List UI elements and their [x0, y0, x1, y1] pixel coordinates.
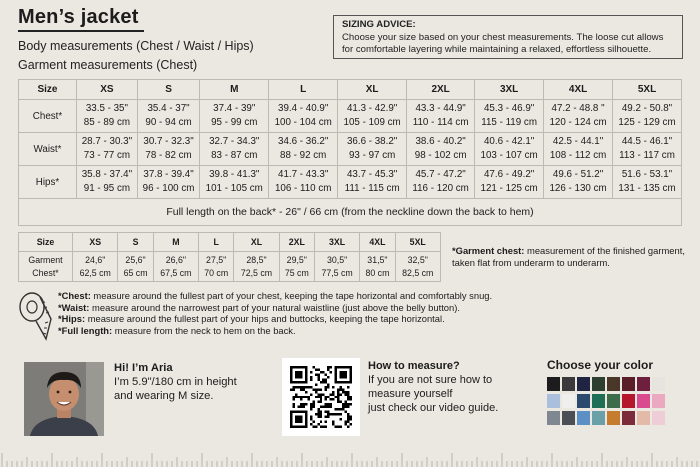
sizing-advice-text: Choose your size based on your chest measurements. The loose cut allows for comfortable layering while maintaining a relaxed, effortless silhouette.: [342, 31, 664, 55]
table-cell: 37.8 - 39.4" 96 - 100 cm: [137, 166, 199, 199]
table-cell: 39.4 - 40.9" 100 - 104 cm: [269, 100, 338, 133]
color-swatch[interactable]: [637, 377, 650, 391]
body-measurements-table: [18, 79, 682, 226]
size-header-2xl: 2XL: [407, 80, 475, 100]
size-header-4xl: 4XL: [360, 233, 395, 252]
how-to-heading: How to measure?: [368, 360, 460, 372]
color-swatch[interactable]: [607, 411, 620, 425]
ruler-decoration: [0, 440, 700, 467]
body-measurements-heading: Body measurements (Chest / Waist / Hips): [18, 39, 254, 53]
table-cell: 49.2 - 50.8" 125 - 129 cm: [613, 100, 682, 133]
waist-row: [19, 133, 682, 166]
how-to-measure: [368, 359, 498, 415]
row-label: Chest*: [19, 100, 77, 133]
color-swatch[interactable]: [622, 411, 635, 425]
table-cell: 32,5" 82,5 cm: [395, 252, 441, 282]
qr-code-icon: [290, 366, 352, 428]
table-cell: 36.6 - 38.2" 93 - 97 cm: [338, 133, 407, 166]
how-to-line: just check our video guide.: [368, 402, 499, 414]
size-header-m: M: [153, 233, 198, 252]
table-cell: 35.8 - 37.4" 91 - 95 cm: [77, 166, 138, 199]
table-cell: 47.6 - 49.2" 121 - 125 cm: [475, 166, 544, 199]
row-label: Hips*: [19, 166, 77, 199]
size-header-s: S: [137, 80, 199, 100]
model-photo: [24, 362, 104, 436]
color-swatch[interactable]: [607, 377, 620, 391]
table-cell: 43.3 - 44.9" 110 - 114 cm: [407, 100, 475, 133]
row-label: Garment Chest*: [19, 252, 73, 282]
table-cell: 30.7 - 32.3" 78 - 82 cm: [137, 133, 199, 166]
table-cell: 33.5 - 35" 85 - 89 cm: [77, 100, 138, 133]
how-to-line: measure yourself: [368, 388, 453, 400]
row-label: Waist*: [19, 133, 77, 166]
definition-full-length: *Full length: measure from the neck to hem on the back.: [58, 324, 296, 336]
table-cell: 37.4 - 39" 95 - 99 cm: [200, 100, 269, 133]
full-length-row: [19, 199, 682, 226]
table-cell: 28.7 - 30.3" 73 - 77 cm: [77, 133, 138, 166]
size-header-xl: XL: [234, 233, 279, 252]
color-swatch[interactable]: [637, 411, 650, 425]
color-swatch[interactable]: [652, 377, 665, 391]
sizing-advice-heading: SIZING ADVICE:: [342, 19, 416, 30]
table-cell: 26,6" 67,5 cm: [153, 252, 198, 282]
table-cell: 47.2 - 48.8 " 120 - 124 cm: [544, 100, 613, 133]
garment-measurements-heading: Garment measurements (Chest): [18, 58, 198, 72]
table-cell: 45.7 - 47.2" 116 - 120 cm: [407, 166, 475, 199]
table-cell: 41.3 - 42.9" 105 - 109 cm: [338, 100, 407, 133]
color-swatch[interactable]: [547, 394, 560, 408]
table-cell: 30,5" 77,5 cm: [314, 252, 359, 282]
size-header-5xl: 5XL: [613, 80, 682, 100]
definition-chest: *Chest: measure around the fullest part of your chest, keeping the tape horizontal and comfortably snug.: [58, 290, 493, 301]
size-header-4xl: 4XL: [544, 80, 613, 100]
size-header-xs: XS: [77, 80, 138, 100]
color-swatch[interactable]: [577, 411, 590, 425]
size-header-s: S: [118, 233, 153, 252]
size-header-xl: XL: [338, 80, 407, 100]
full-length-text: Full length on the back* - 26" / 66 cm (from the neckline down the back to hem): [19, 199, 682, 226]
table-cell: 43.7 - 45.3" 111 - 115 cm: [338, 166, 407, 199]
body-table-header-row: [19, 80, 682, 100]
table-cell: 42.5 - 44.1" 108 - 112 cm: [544, 133, 613, 166]
color-swatch[interactable]: [652, 394, 665, 408]
size-header-m: M: [200, 80, 269, 100]
size-header-3xl: 3XL: [314, 233, 359, 252]
chest-row: [19, 100, 682, 133]
size-header-2xl: 2XL: [279, 233, 314, 252]
size-header: Size: [19, 80, 77, 100]
size-header-l: L: [199, 233, 234, 252]
size-header: Size: [19, 233, 73, 252]
color-swatch[interactable]: [547, 377, 560, 391]
table-cell: 28,5" 72,5 cm: [234, 252, 279, 282]
color-swatch[interactable]: [577, 394, 590, 408]
color-swatch[interactable]: [592, 377, 605, 391]
sizing-advice-box: [333, 15, 683, 59]
color-swatch[interactable]: [577, 377, 590, 391]
table-cell: 38.6 - 40.2" 98 - 102 cm: [407, 133, 475, 166]
table-cell: 49.6 - 51.2" 126 - 130 cm: [544, 166, 613, 199]
color-swatch[interactable]: [637, 394, 650, 408]
table-cell: 32.7 - 34.3" 83 - 87 cm: [200, 133, 269, 166]
table-cell: 29,5" 75 cm: [279, 252, 314, 282]
table-cell: 40.6 - 42.1" 103 - 107 cm: [475, 133, 544, 166]
table-cell: 45.3 - 46.9" 115 - 119 cm: [475, 100, 544, 133]
color-swatch[interactable]: [592, 394, 605, 408]
model-greeting: Hi! I’m Aria: [114, 362, 173, 374]
how-to-line: If you are not sure how to: [368, 374, 493, 386]
table-cell: 25,6" 65 cm: [118, 252, 153, 282]
color-swatch[interactable]: [607, 394, 620, 408]
table-cell: 27,5" 70 cm: [199, 252, 234, 282]
table-cell: 44.5 - 46.1" 113 - 117 cm: [613, 133, 682, 166]
size-header-3xl: 3XL: [475, 80, 544, 100]
hips-row: [19, 166, 682, 199]
definition-waist: *Waist: measure around the narrowest part of your natural waistline (just above the belly button).: [58, 301, 460, 313]
garment-chest-row: [19, 252, 441, 282]
size-header-l: L: [269, 80, 338, 100]
table-cell: 31,5" 80 cm: [360, 252, 395, 282]
color-swatch[interactable]: [622, 394, 635, 408]
title-underline: [18, 30, 144, 32]
garment-chest-note: *Garment chest: measurement of the finished garment, taken flat from underarm to underarm.: [452, 245, 685, 268]
model-height: I’m 5.9"/180 cm in height: [114, 376, 237, 388]
page-title: Men’s jacket: [18, 6, 139, 28]
table-cell: 51.6 - 53.1" 131 - 135 cm: [613, 166, 682, 199]
color-swatch[interactable]: [622, 377, 635, 391]
color-swatch[interactable]: [652, 411, 665, 425]
table-cell: 39.8 - 41.3" 101 - 105 cm: [200, 166, 269, 199]
table-cell: 41.7 - 43.3" 106 - 110 cm: [269, 166, 338, 199]
color-swatch[interactable]: [562, 394, 575, 408]
tape-measure-icon: [18, 289, 54, 341]
model-size: and wearing M size.: [114, 390, 214, 402]
choose-color-heading: Choose your color: [547, 358, 654, 372]
definition-hips: *Hips: measure around the fullest part of your hips and buttocks, keeping the tape horizontal.: [58, 313, 445, 325]
size-header-5xl: 5XL: [395, 233, 441, 252]
table-cell: 24,6" 62,5 cm: [73, 252, 118, 282]
table-cell: 35.4 - 37" 90 - 94 cm: [137, 100, 199, 133]
garment-table-header-row: [19, 233, 441, 252]
table-cell: 34.6 - 36.2" 88 - 92 cm: [269, 133, 338, 166]
color-swatch[interactable]: [592, 411, 605, 425]
size-header-xs: XS: [73, 233, 118, 252]
color-swatch[interactable]: [547, 411, 560, 425]
measurement-definitions: [58, 290, 492, 336]
garment-measurements-table: [18, 232, 441, 282]
model-info: [114, 361, 237, 403]
qr-code[interactable]: [282, 358, 360, 436]
color-swatch[interactable]: [562, 377, 575, 391]
color-swatch[interactable]: [562, 411, 575, 425]
color-swatches: [547, 377, 667, 425]
